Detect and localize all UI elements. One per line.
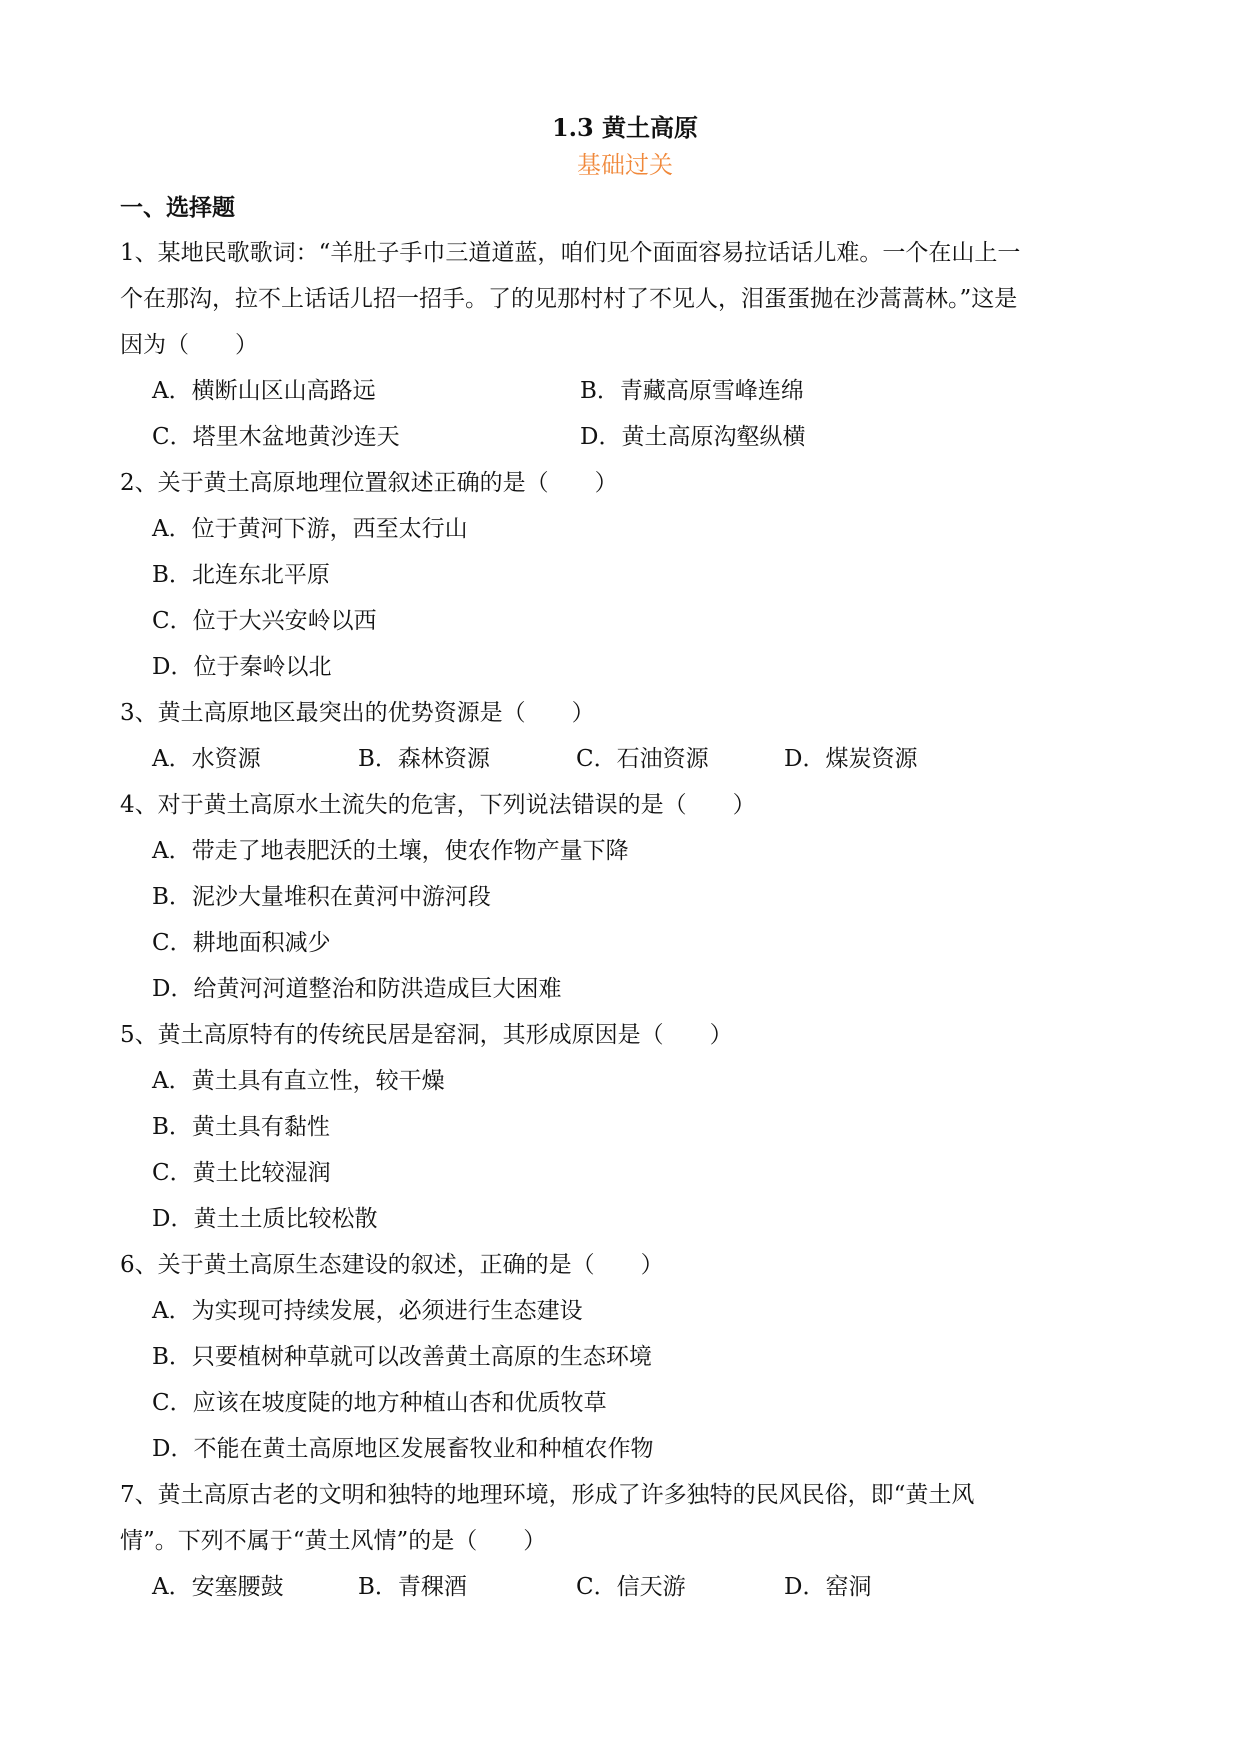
question-1: [120, 230, 1130, 460]
option-a: A．带走了地表肥沃的土壤，使农作物产量下降: [152, 838, 629, 864]
option-d: D．煤炭资源: [784, 746, 918, 772]
section-heading: 一、选择题: [120, 194, 235, 221]
option-c: C．塔里木盆地黄沙连天: [152, 424, 400, 450]
question-text-line: 2、关于黄土高原地理位置叙述正确的是（ ）: [120, 470, 618, 496]
question-text-line: 4、对于黄土高原水土流失的危害，下列说法错误的是（ ）: [120, 792, 756, 818]
option-b: B．黄土具有黏性: [152, 1114, 330, 1140]
question-5: [120, 1012, 1130, 1242]
option-a: A．安塞腰鼓: [152, 1574, 284, 1600]
option-b: B．青稞酒: [358, 1574, 467, 1600]
option-d: D．位于秦岭以北: [152, 654, 332, 680]
option-b: B．只要植树种草就可以改善黄土高原的生态环境: [152, 1344, 652, 1370]
option-d: D．黄土高原沟壑纵横: [580, 424, 806, 450]
option-c: C．黄土比较湿润: [152, 1160, 331, 1186]
page-subtitle: 基础过关: [577, 151, 673, 179]
option-a: A．为实现可持续发展，必须进行生态建设: [152, 1298, 583, 1324]
question-text-line: 个在那沟，拉不上话话儿招一招手。了的见那村村了不见人，泪蛋蛋抛在沙蒿蒿林。”这是: [120, 286, 1018, 312]
question-text-line: 1、某地民歌歌词：“羊肚子手巾三道道蓝，咱们见个面面容易拉话话儿难。一个在山上一: [120, 240, 1021, 266]
option-b: B．北连东北平原: [152, 562, 330, 588]
options-row: [120, 736, 1130, 782]
option-d: D．给黄河河道整治和防洪造成巨大困难: [152, 976, 562, 1002]
document-page: [120, 110, 1130, 1610]
question-2: [120, 460, 1130, 690]
option-d: D．不能在黄土高原地区发展畜牧业和种植农作物: [152, 1436, 654, 1462]
question-7: [120, 1472, 1130, 1610]
question-text-line: 6、关于黄土高原生态建设的叙述，正确的是（ ）: [120, 1252, 664, 1278]
options-grid: [120, 368, 1130, 460]
option-b: B．森林资源: [358, 746, 490, 772]
question-3: [120, 690, 1130, 782]
option-a: A．水资源: [152, 746, 261, 772]
question-text-line: 5、黄土高原特有的传统民居是窑洞，其形成原因是（ ）: [120, 1022, 733, 1048]
option-c: C．耕地面积减少: [152, 930, 331, 956]
question-4: [120, 782, 1130, 1012]
question-text-line: 3、黄土高原地区最突出的优势资源是（ ）: [120, 700, 595, 726]
option-b: B．泥沙大量堆积在黄河中游河段: [152, 884, 491, 910]
question-text-line: 因为（ ）: [120, 332, 258, 358]
option-c: C．应该在坡度陡的地方种植山杏和优质牧草: [152, 1390, 607, 1416]
question-6: [120, 1242, 1130, 1472]
option-a: A．黄土具有直立性，较干燥: [152, 1068, 445, 1094]
option-c: C．信天游: [576, 1574, 686, 1600]
options-row: [120, 1564, 1130, 1610]
option-a: A．位于黄河下游，西至太行山: [152, 516, 468, 542]
option-d: D．黄土土质比较松散: [152, 1206, 378, 1232]
option-c: C．位于大兴安岭以西: [152, 608, 377, 634]
option-c: C．石油资源: [576, 746, 709, 772]
option-b: B．青藏高原雪峰连绵: [580, 378, 804, 404]
option-a: A．横断山区山高路远: [152, 378, 376, 404]
page-title: 1.3 黄土高原: [551, 113, 699, 142]
question-text-line: 7、黄土高原古老的文明和独特的地理环境，形成了许多独特的民风民俗，即“黄土风: [120, 1482, 975, 1508]
question-text-line: 情”。下列不属于“黄土风情”的是（ ）: [120, 1528, 547, 1554]
option-d: D．窑洞: [784, 1574, 872, 1600]
